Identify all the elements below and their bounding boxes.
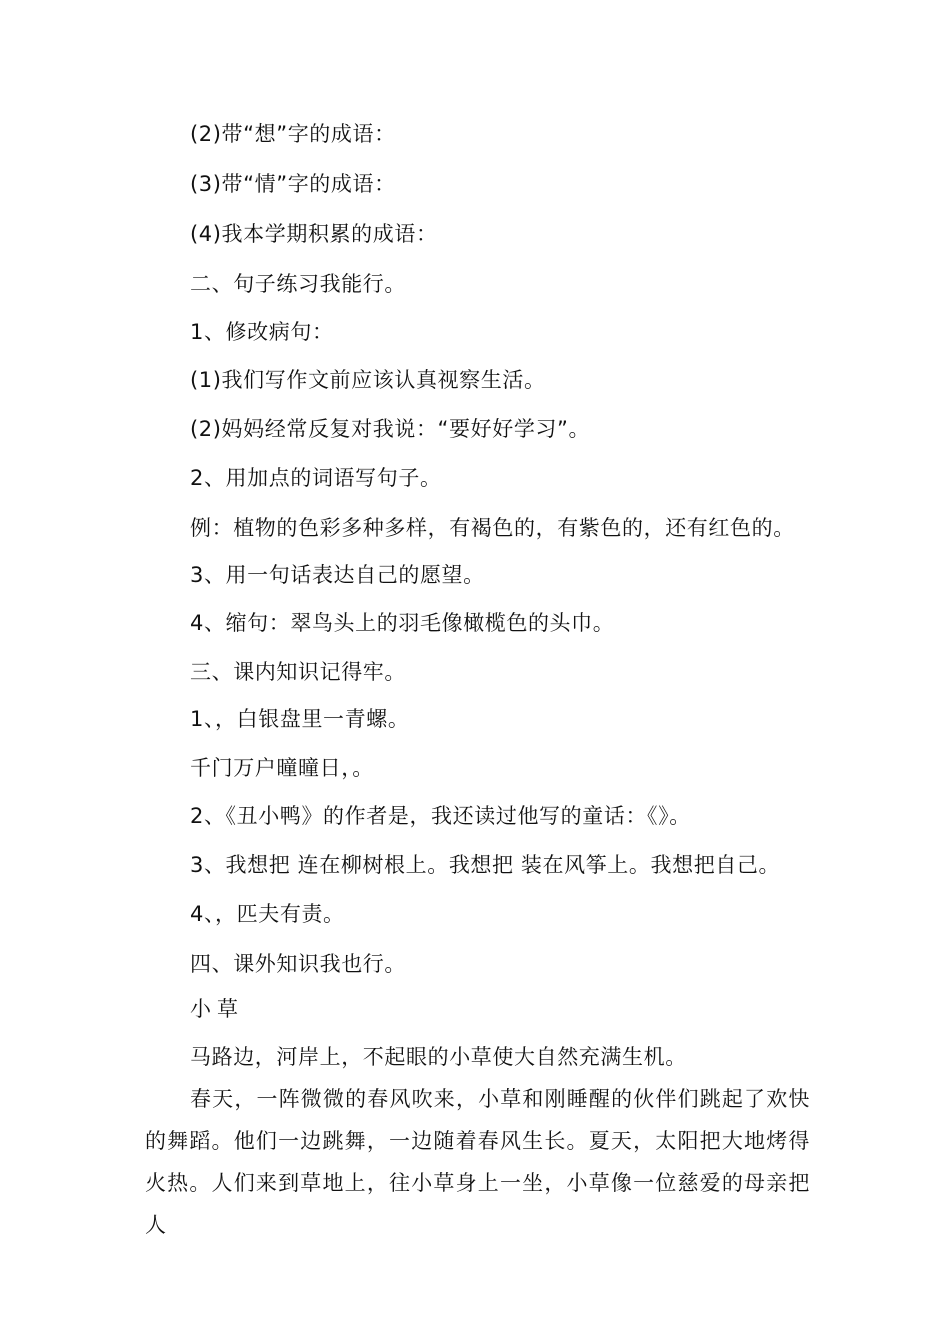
wish-blank-question: 3、我想把 连在柳树根上。我想把 装在风筝上。我想把自己。 <box>190 853 781 877</box>
passage-title: 小草 <box>190 997 244 1021</box>
idiom-item-accumulated: (4)我本学期积累的成语： <box>190 222 438 246</box>
proverb-blank: 4、，匹夫有责。 <box>190 902 345 926</box>
passage-intro: 马路边，河岸上，不起眼的小草使大自然充满生机。 <box>190 1045 687 1069</box>
sentence-item-1: (1)我们写作文前应该认真视察生活。 <box>190 368 546 392</box>
example-sentence: 例：植物的色彩多种多样，有褐色的，有紫色的，还有红色的。 <box>190 516 795 540</box>
poem-blank-2: 千门万户曈曈日，。 <box>190 756 374 780</box>
section-heading-sentences: 二、句子练习我能行。 <box>190 272 406 296</box>
author-question: 2、《丑小鸭》的作者是，我还读过他写的童话：《》。 <box>190 804 691 828</box>
section-heading-in-class: 三、课内知识记得牢。 <box>190 660 406 684</box>
question-wish: 3、用一句话表达自己的愿望。 <box>190 563 485 587</box>
poem-blank-1: 1、，白银盘里一青螺。 <box>190 707 410 731</box>
passage-paragraph: 春天，一阵微微的春风吹来，小草和刚睡醒的伙伴们跳起了欢快的舞蹈。他们一边跳舞，一边随着春风生长。夏天，太阳把大地烤得火热。人们来到草地上，往小草身上一坐，小草像一位慈爱的母亲把人 <box>145 1087 810 1237</box>
section-heading-extracurricular: 四、课外知识我也行。 <box>190 952 406 976</box>
question-shorten: 4、缩句：翠鸟头上的羽毛像橄榄色的头巾。 <box>190 611 615 635</box>
idiom-item-xiang: (2)带“想”字的成语： <box>190 122 396 146</box>
question-make-sentence: 2、用加点的词语写句子。 <box>190 466 442 490</box>
question-fix-sentences: 1、修改病句： <box>190 320 334 344</box>
sentence-item-2: (2)妈妈经常反复对我说：“要好好学习”。 <box>190 417 591 441</box>
idiom-item-qing: (3)带“情”字的成语： <box>190 172 396 196</box>
